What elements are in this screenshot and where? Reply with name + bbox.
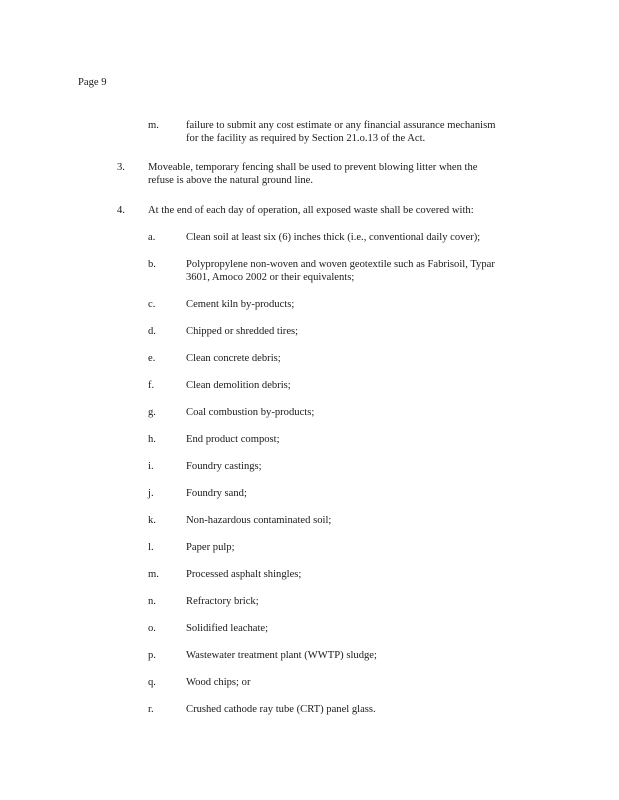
sub-item-text-line: End product compost;	[186, 434, 280, 445]
page-header: Page 9	[78, 77, 107, 88]
sub-item-text-line: Solidified leachate;	[186, 623, 269, 634]
sub-item-text	[186, 487, 247, 500]
sub-item-label: h.	[148, 434, 156, 445]
sub-item-label: l.	[148, 542, 154, 553]
item-text-line: failure to submit any cost estimate or any financial assurance mechanism	[186, 120, 496, 131]
sub-item-text	[186, 433, 280, 446]
sub-item-label: b.	[148, 259, 156, 270]
sub-item-text	[186, 568, 301, 581]
item-text-line: refuse is above the natural ground line.	[148, 175, 314, 186]
sub-item-text-line: Cement kiln by-products;	[186, 299, 295, 310]
sub-item-label: d.	[148, 326, 156, 337]
sub-item-text	[186, 352, 281, 365]
sub-item-text	[186, 703, 376, 716]
sub-item-text	[186, 258, 495, 284]
item-label: 3.	[117, 162, 125, 173]
sub-item-text	[186, 379, 291, 392]
sub-item-label: a.	[148, 232, 156, 243]
sub-item-label: o.	[148, 623, 156, 634]
sub-item-label: f.	[148, 380, 155, 391]
sub-item-text-line: Coal combustion by-products;	[186, 407, 315, 418]
item-text	[186, 119, 495, 145]
sub-item-label: n.	[148, 596, 156, 607]
sub-item-label: c.	[148, 299, 156, 310]
sub-item-text-line: Paper pulp;	[186, 542, 235, 553]
sub-item-text-line: Clean soil at least six (6) inches thick (i.e., conventional daily cover);	[186, 232, 481, 243]
sub-item-text-line: Crushed cathode ray tube (CRT) panel glass.	[186, 704, 376, 715]
sub-item-text	[186, 541, 235, 554]
sub-item-label: i.	[148, 461, 154, 472]
item-label: m.	[148, 120, 159, 131]
sub-item-text-line: Chipped or shredded tires;	[186, 326, 299, 337]
sub-item-label: m.	[148, 569, 159, 580]
sub-item-label: g.	[148, 407, 156, 418]
sub-item-text	[186, 460, 262, 473]
sub-item-text-line: Polypropylene non-woven and woven geotextile such as Fabrisoil, Typar	[186, 259, 495, 270]
sub-item-label: p.	[148, 650, 156, 661]
item-label: 4.	[117, 205, 125, 216]
item-text-line: At the end of each day of operation, all exposed waste shall be covered with:	[148, 205, 474, 216]
sub-item-text	[186, 622, 268, 635]
sub-item-text-line: Processed asphalt shingles;	[186, 569, 302, 580]
sub-item-text	[186, 676, 250, 689]
sub-item-label: r.	[148, 704, 154, 715]
item-text	[148, 204, 474, 217]
sub-item-label: e.	[148, 353, 156, 364]
sub-item-label: k.	[148, 515, 156, 526]
sub-item-text-line: 3601, Amoco 2002 or their equivalents;	[186, 272, 355, 283]
sub-item-text-line: Foundry castings;	[186, 461, 262, 472]
sub-item-text-line: Wood chips; or	[186, 677, 251, 688]
sub-item-label: j.	[148, 488, 154, 499]
sub-item-text	[186, 649, 377, 662]
sub-item-text-line: Clean demolition debris;	[186, 380, 291, 391]
sub-item-text-line: Foundry sand;	[186, 488, 247, 499]
sub-item-text-line: Wastewater treatment plant (WWTP) sludge;	[186, 650, 377, 661]
sub-item-text-line: Clean concrete debris;	[186, 353, 281, 364]
item-text-line: Moveable, temporary fencing shall be used to prevent blowing litter when the	[148, 162, 478, 173]
sub-item-text	[186, 298, 294, 311]
sub-item-label: q.	[148, 677, 156, 688]
sub-item-text	[186, 595, 259, 608]
sub-item-text	[186, 406, 314, 419]
sub-item-text	[186, 325, 298, 338]
item-text	[148, 161, 478, 187]
sub-item-text	[186, 231, 480, 244]
sub-item-text	[186, 514, 331, 527]
sub-item-text-line: Non-hazardous contaminated soil;	[186, 515, 332, 526]
sub-item-text-line: Refractory brick;	[186, 596, 259, 607]
item-text-line: for the facility as required by Section 21.o.13 of the Act.	[186, 133, 426, 144]
